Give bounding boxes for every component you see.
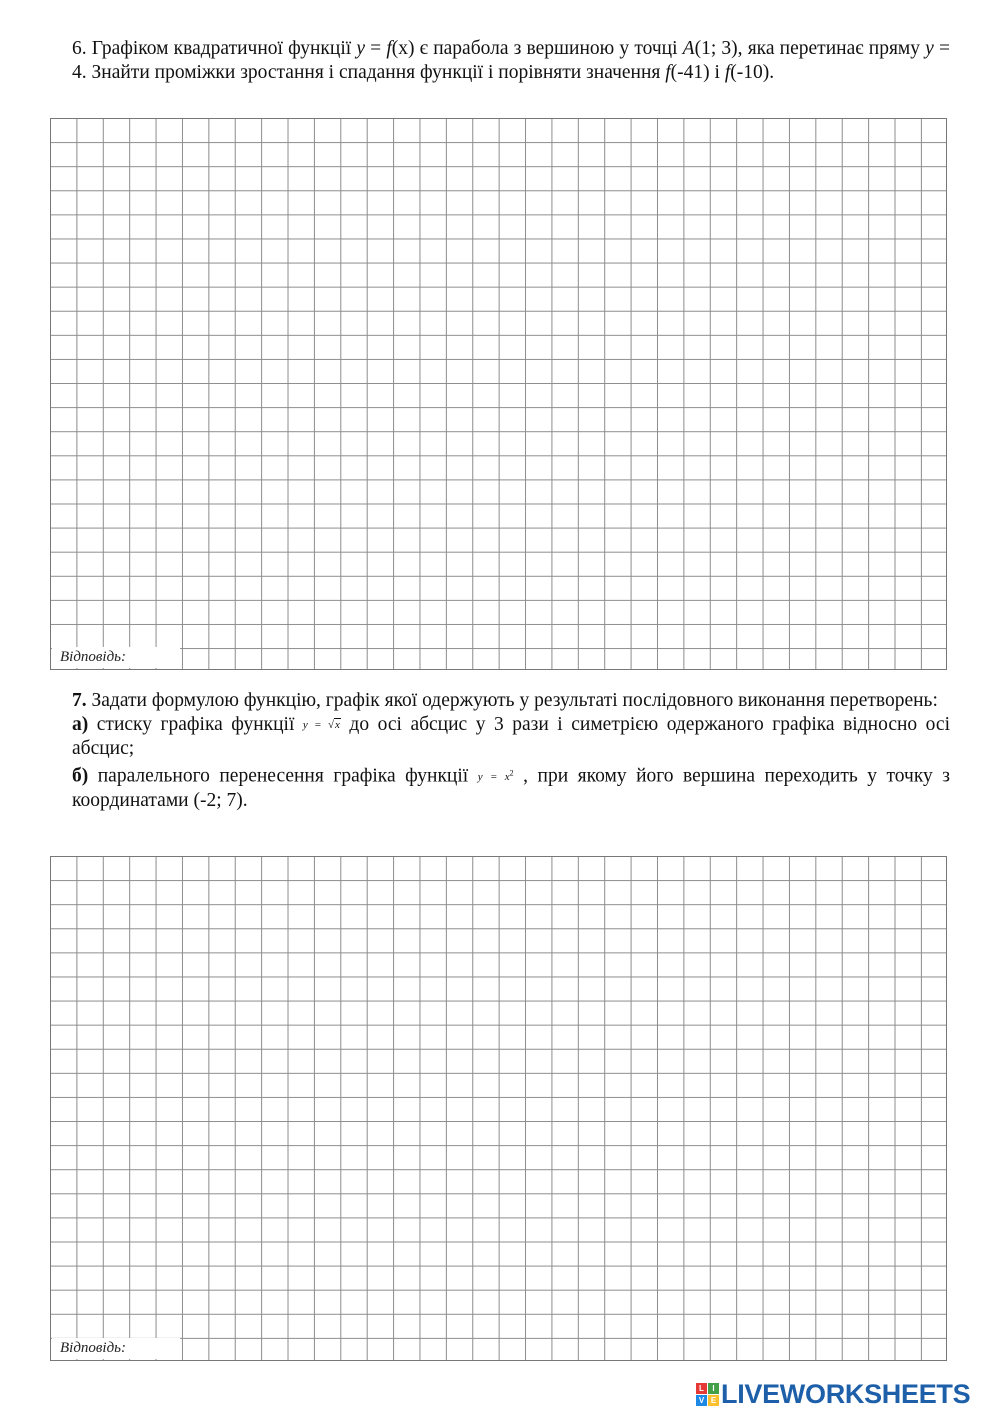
logo-cube-l: L — [696, 1383, 707, 1394]
task-6-number: 6. — [72, 38, 87, 59]
square-formula: $y = x^2$ — [477, 768, 514, 783]
liveworksheets-logo — [696, 1379, 970, 1409]
answer-label-task-7: Відповідь: — [52, 1338, 180, 1359]
logo-text: LIVEWORKSHEETS — [721, 1379, 971, 1409]
logo-cube-v: V — [696, 1395, 707, 1406]
sqrt-formula: y = √x — [302, 719, 340, 731]
task-6-text: 6. Графіком квадратичної функції y = f(x) є парабола з вершиною у точці A(1; 3), яка перетинає пряму y = 4. Знайти проміжки зростання і спадання функції і порівняти значення f(-41) і f(-10). — [72, 38, 950, 83]
answer-label-task-6: Відповідь: — [52, 647, 180, 668]
task-7-number: 7. — [72, 690, 87, 711]
logo-cubes-icon — [696, 1383, 719, 1406]
task-7-a-label: а) — [72, 714, 89, 735]
logo-cube-e: E — [708, 1395, 719, 1406]
grid-task-6[interactable] — [50, 118, 947, 670]
grid-task-7[interactable] — [50, 856, 947, 1361]
logo-cube-i: I — [708, 1383, 719, 1394]
task-7-b-label: б) — [72, 765, 89, 787]
task-7-text: 7. Задати формулою функцію, графік якої одержують у результаті послідовного виконання перетворень: а) стиску графіка функції y = √x до осі абсцис у 3 рази і симетрією одержаного графіка відносно осі абсцис; б) паралельного перенесення графіка функції $y = x^2$ , при якому його вершина переходить у точку з координатами (-2; 7). — [72, 690, 950, 811]
